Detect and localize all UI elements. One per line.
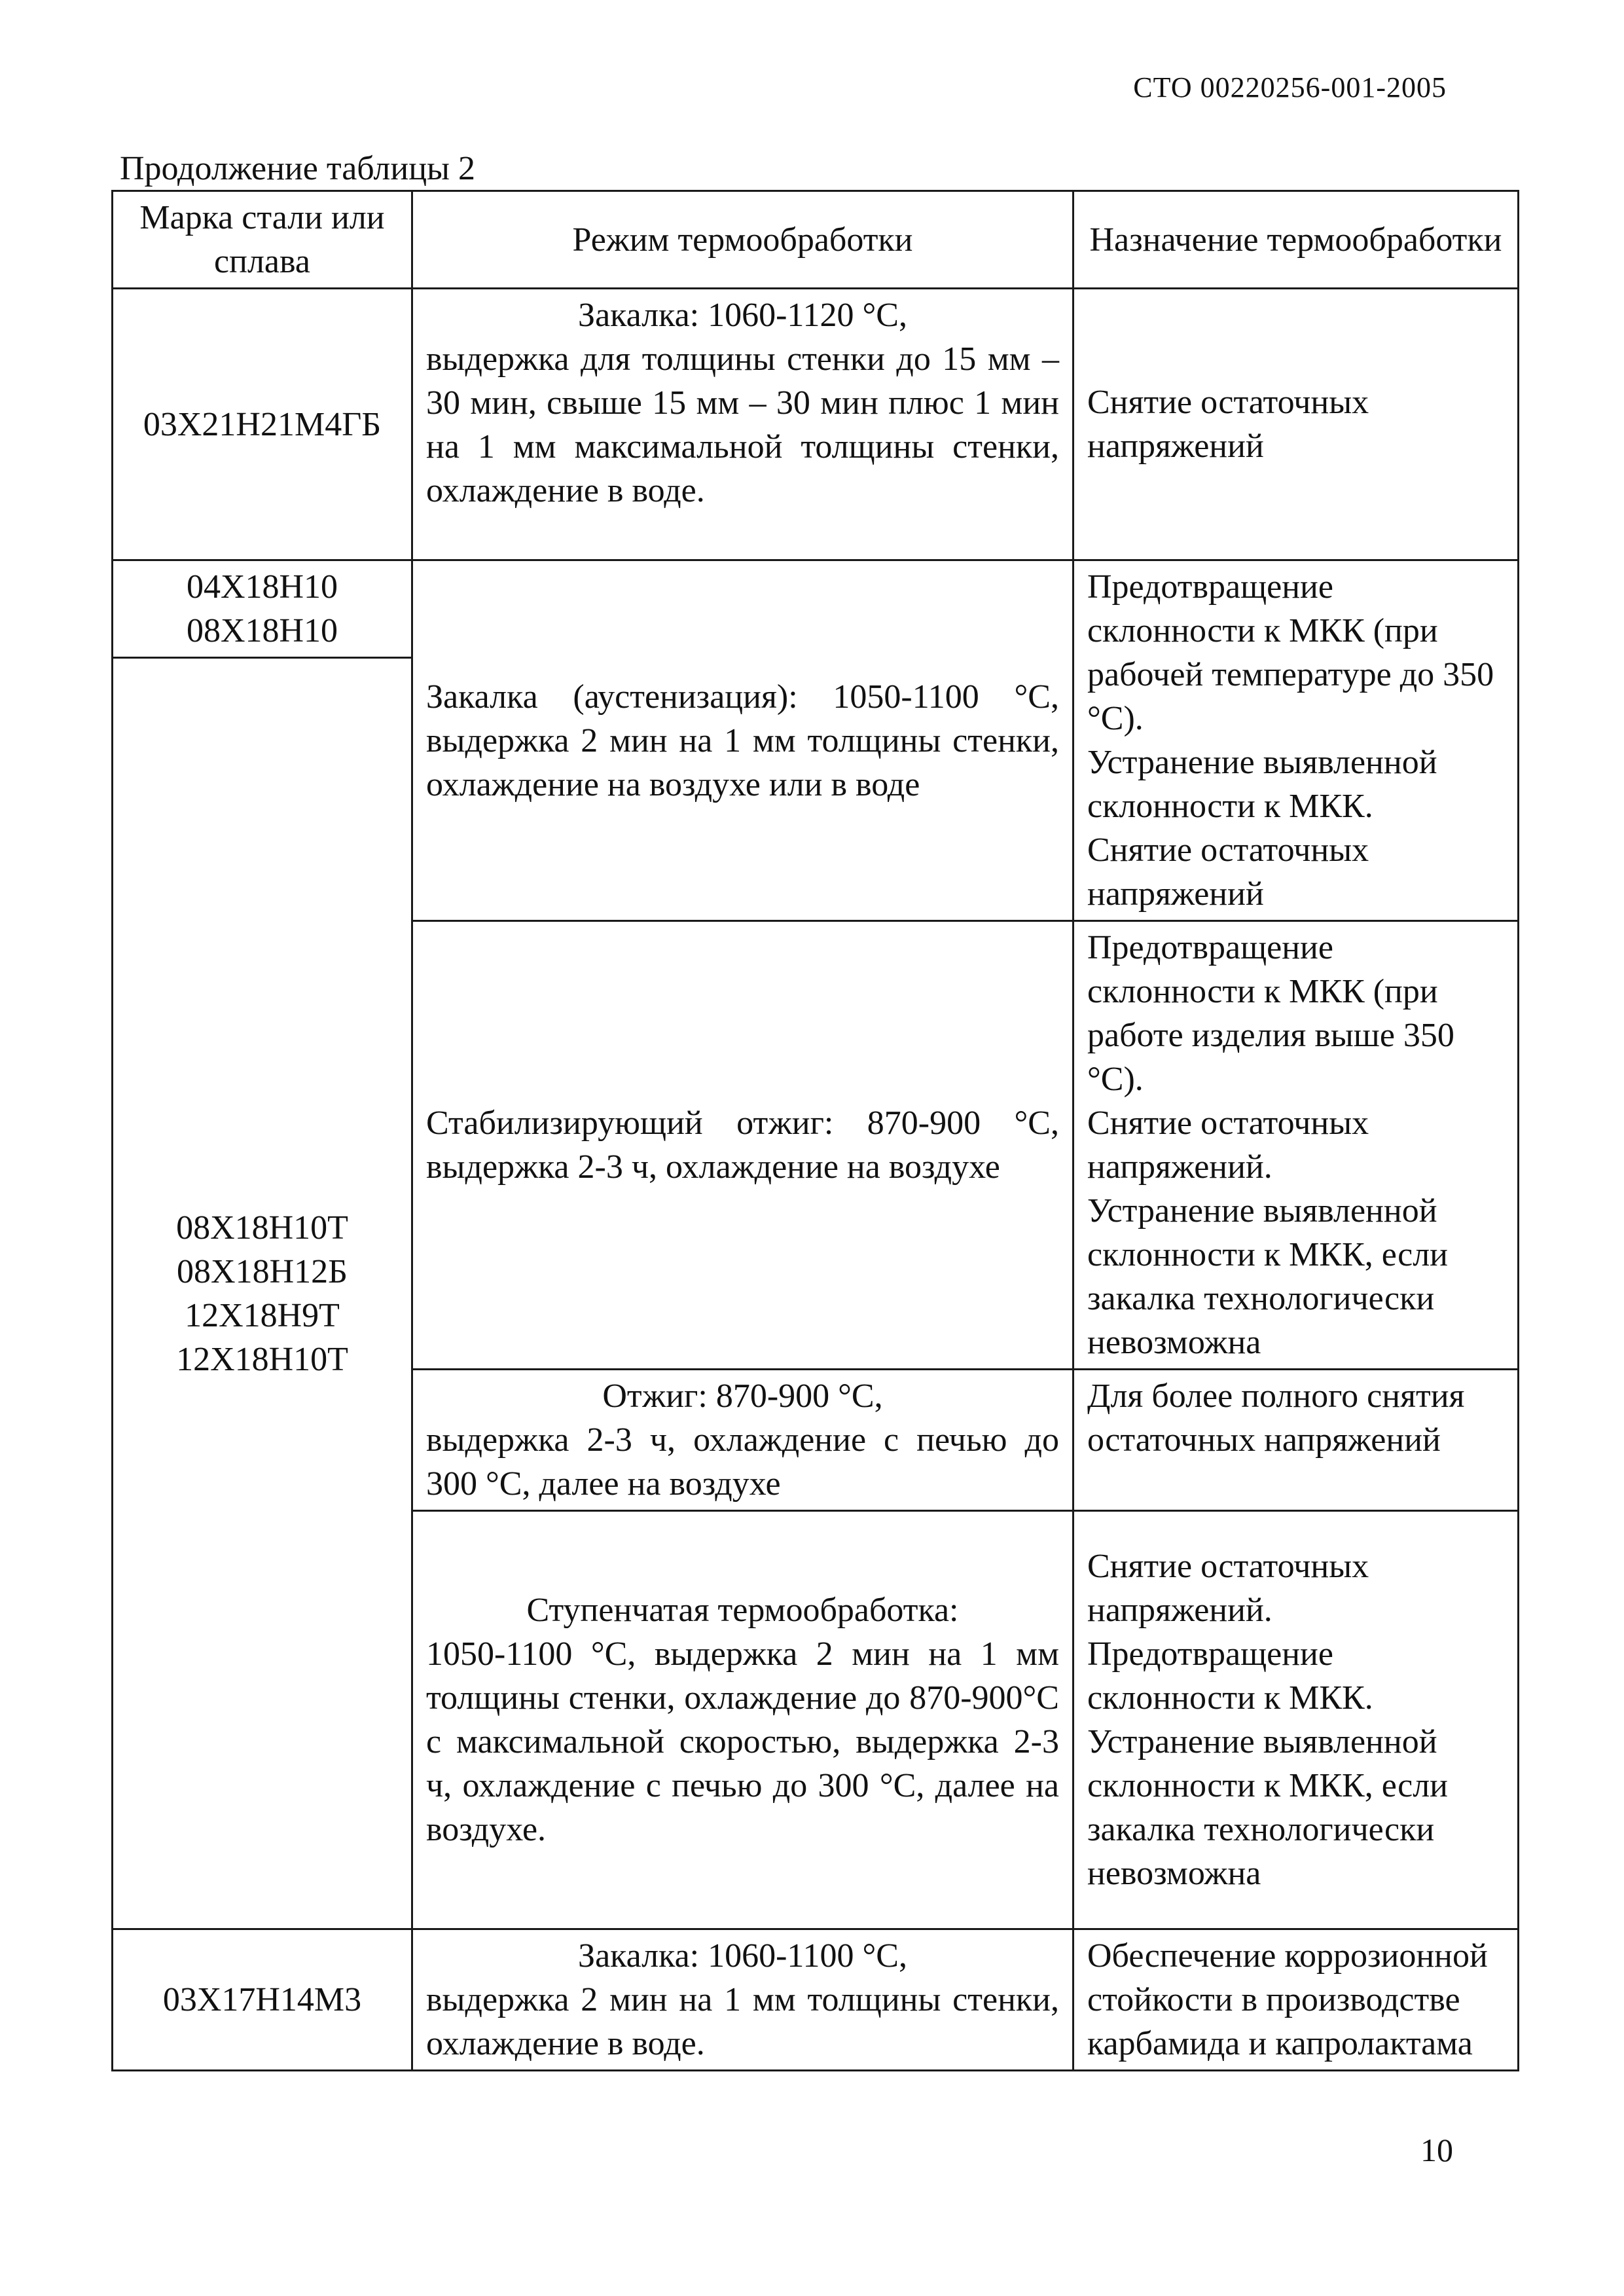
mode-lead: Закалка: 1060-1100 °С, — [578, 1937, 907, 1975]
purpose-cell — [1074, 560, 1519, 921]
purpose-cell — [1074, 1929, 1519, 2071]
page-number: 10 — [1420, 2132, 1453, 2168]
mode-cell — [412, 1511, 1074, 1929]
heat-treatment-table — [111, 190, 1519, 2071]
purpose-text: Устранение выявленной склонности к МКК, если закалка технологически невозможна — [1087, 1723, 1448, 1892]
grade-cell — [113, 289, 412, 560]
mode-lead: Отжиг: 870-900 °С, — [602, 1377, 883, 1415]
purpose-text: Обеспечение коррозионной стойкости в производстве карбамида и капролактама — [1087, 1937, 1488, 2062]
document-code: СТО 00220256-001-2005 — [1133, 71, 1447, 103]
steel-grade: 03Х21Н21М4ГБ — [143, 405, 382, 443]
steel-grade: 12Х18Н10Т — [176, 1340, 348, 1378]
mode-cell — [412, 921, 1074, 1370]
purpose-text: Снятие остаточных напряжений. — [1087, 1104, 1369, 1186]
purpose-text: Снятие остаточных напряжений — [1087, 384, 1369, 465]
table-row — [113, 560, 1519, 658]
header-grade: Марка стали или сплава — [113, 191, 412, 289]
purpose-cell — [1074, 1511, 1519, 1929]
steel-grade: 08Х18Н10Т — [176, 1209, 348, 1247]
steel-grade: 04Х18Н10 — [186, 568, 338, 606]
header-mode: Режим термообработки — [412, 191, 1074, 289]
purpose-text: Предотвращение склонности к МКК. — [1087, 1635, 1373, 1717]
purpose-text: Снятие остаточных напряжений — [1087, 831, 1369, 913]
purpose-cell — [1074, 289, 1519, 560]
grade-cell — [113, 560, 412, 658]
table-header-row — [113, 191, 1519, 289]
mode-text: Закалка (аустенизация): 1050-1100 °С, выдержка 2 мин на 1 мм толщины стенки, охлаждение на воздухе или в воде — [426, 678, 1059, 803]
purpose-text: Устранение выявленной склонности к МКК. — [1087, 744, 1437, 825]
steel-grade: 03Х17Н14М3 — [162, 1981, 362, 2018]
mode-cell — [412, 289, 1074, 560]
header-purpose: Назначение термообработки — [1074, 191, 1519, 289]
purpose-text: Устранение выявленной склонности к МКК, если закалка технологически невозможна — [1087, 1192, 1448, 1361]
mode-text: выдержка 2 мин на 1 мм толщины стенки, охлаждение в воде. — [426, 1981, 1059, 2062]
grade-cell — [113, 1929, 412, 2071]
purpose-cell — [1074, 921, 1519, 1370]
purpose-cell — [1074, 1370, 1519, 1511]
mode-text: 1050-1100 °С, выдержка 2 мин на 1 мм толщины стенки, охлаждение до 870-900°С с максимальной скоростью, выдержка 2-3 ч, охлаждение с печью до 300 °С, далее на воздухе. — [426, 1635, 1059, 1848]
table-caption: Продолжение таблицы 2 — [120, 150, 475, 187]
purpose-text: Для более полного снятия остаточных напряжений — [1087, 1377, 1465, 1459]
mode-text: Стабилизирующий отжиг: 870-900 °С, выдержка 2-3 ч, охлаждение на воздухе — [426, 1104, 1059, 1186]
mode-cell — [412, 560, 1074, 921]
table-row — [113, 289, 1519, 560]
steel-grade: 08Х18Н10 — [186, 612, 338, 649]
grade-cell — [113, 658, 412, 1929]
purpose-text: Снятие остаточных напряжений. — [1087, 1548, 1369, 1629]
table-row — [113, 1929, 1519, 2071]
mode-cell — [412, 1370, 1074, 1511]
purpose-text: Предотвращение склонности к МКК (при рабочей температуре до 350 °С). — [1087, 568, 1494, 737]
purpose-text: Предотвращение склонности к МКК (при работе изделия выше 350 °С). — [1087, 929, 1454, 1098]
steel-grade: 08Х18Н12Б — [177, 1252, 348, 1290]
mode-cell — [412, 1929, 1074, 2071]
mode-text: выдержка для толщины стенки до 15 мм – 30 мин, свыше 15 мм – 30 мин плюс 1 мин на 1 мм максимальной толщины стенки, охлаждение в воде. — [426, 340, 1059, 509]
mode-lead: Закалка: 1060-1120 °С, — [578, 297, 907, 334]
mode-text: выдержка 2-3 ч, охлаждение с печью до 300 °С, далее на воздухе — [426, 1421, 1059, 1503]
steel-grade: 12Х18Н9Т — [185, 1296, 340, 1334]
mode-lead: Ступенчатая термообработка: — [526, 1592, 959, 1629]
